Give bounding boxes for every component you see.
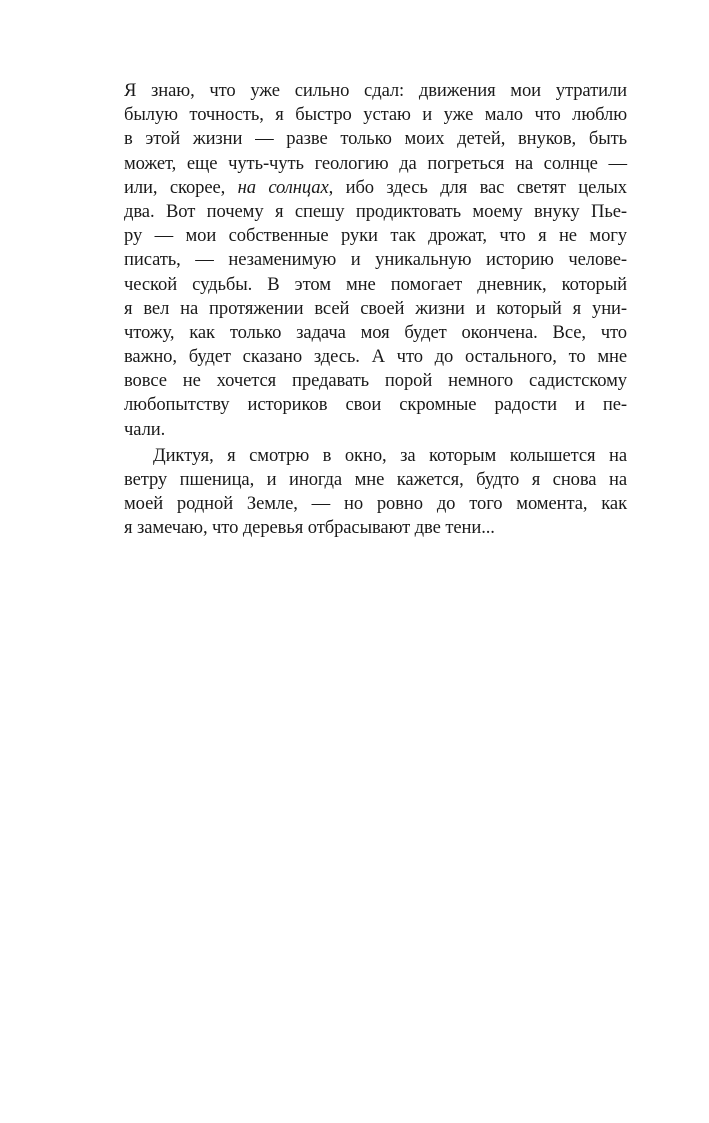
text-line — [124, 273, 627, 297]
text-line — [124, 248, 627, 272]
paragraph — [124, 444, 627, 541]
text-line — [124, 468, 627, 492]
text-line — [124, 297, 627, 321]
text-segment: былую точность, я быстро устаю и уже мало что люблю — [124, 104, 627, 126]
text-segment: я вел на протяжении всей своей жизни и который я уни- — [124, 297, 627, 319]
paragraph — [124, 79, 627, 442]
text-segment: или, скорее, — [124, 176, 238, 198]
text-line — [124, 127, 627, 151]
text-segment: чали. — [124, 418, 166, 440]
text-line — [124, 79, 627, 103]
text-line — [124, 321, 627, 345]
text-line — [124, 444, 627, 468]
text-segment: два. Вот почему я спешу продиктовать моему внуку Пье- — [124, 200, 627, 222]
body-text — [124, 79, 627, 541]
text-segment: моей родной Земле, — но ровно до того момента, как — [124, 493, 627, 515]
text-segment: ру — мои собственные руки так дрожат, что я не могу — [124, 225, 627, 247]
text-segment: в этой жизни — разве только моих детей, внуков, быть — [124, 128, 627, 150]
text-segment: ческой судьбы. В этом мне помогает дневник, который — [124, 273, 627, 295]
text-segment: , ибо здесь для вас светят целых — [328, 176, 628, 198]
text-line — [124, 200, 627, 224]
text-line — [124, 492, 627, 516]
text-line — [124, 369, 627, 393]
text-segment: ветру пшеница, и иногда мне кажется, будто я снова на — [124, 469, 627, 490]
text-line — [124, 345, 627, 369]
text-line — [124, 516, 627, 540]
text-line — [124, 418, 627, 442]
text-line — [124, 103, 627, 127]
text-line — [124, 224, 627, 248]
italic-text: на солнцах — [237, 176, 329, 198]
text-segment: я замечаю, что деревья отбрасывают две тени... — [124, 517, 495, 539]
text-line — [124, 176, 627, 200]
text-segment: любопытству историков свои скромные радости и пе- — [124, 394, 627, 416]
text-segment: может, еще чуть-чуть геологию да погреться на солнце — — [124, 152, 627, 174]
text-line — [124, 393, 627, 417]
text-segment: важно, будет сказано здесь. А что до остального, то мне — [124, 346, 627, 368]
text-segment: писать, — незаменимую и уникальную историю челове- — [124, 249, 627, 271]
text-segment: Я знаю, что уже сильно сдал: движения мои утратили — [124, 80, 627, 101]
text-segment: вовсе не хочется предавать порой немного садистскому — [124, 370, 627, 392]
text-segment: чтожу, как только задача моя будет окончена. Все, что — [124, 321, 627, 343]
text-line — [124, 152, 627, 176]
text-segment: Диктуя, я смотрю в окно, за которым колышется на — [153, 444, 627, 466]
